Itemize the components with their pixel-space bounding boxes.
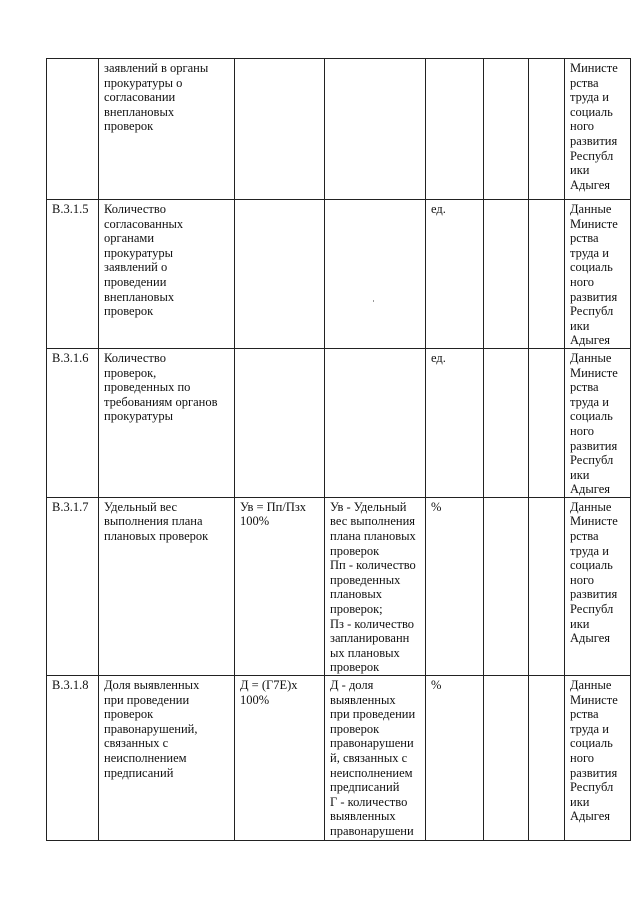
definitions-cell (325, 676, 426, 841)
source-cell (565, 59, 631, 200)
source-line: Адыгея (570, 809, 611, 824)
indicator-name-line: Количество (104, 350, 166, 365)
definition-line: проверок (330, 543, 380, 558)
formula-cell (235, 200, 325, 349)
indicator-name-line: Количество (104, 202, 166, 216)
indicator-name-line: внеплановых (104, 289, 175, 304)
source-line: Республ (570, 148, 614, 163)
indicator-code-cell (47, 59, 99, 200)
formula-cell (235, 59, 325, 200)
source-line: рства (570, 380, 599, 395)
definition-line: проверок; (330, 602, 383, 617)
indicator-name-line: требованиям органов (104, 394, 218, 409)
indicator-name-line: Доля выявленных (104, 678, 200, 692)
unit-cell (426, 497, 484, 675)
indicator-name-line: органами (104, 231, 155, 246)
table-row (47, 497, 631, 675)
table-row (47, 348, 631, 497)
source-line: Министе (570, 514, 618, 529)
indicator-code-cell (47, 676, 99, 841)
definition-line: й, связанных с (330, 750, 408, 765)
indicator-name-line: заявлений в органы (104, 61, 209, 75)
source-line: Адыгея (570, 631, 611, 646)
unit-label: ед. (431, 202, 446, 216)
indicator-code-cell (47, 348, 99, 497)
formula-cell (235, 676, 325, 841)
indicator-code-cell (47, 497, 99, 675)
source-line: развития (570, 289, 618, 304)
definition-line: плановых (330, 587, 382, 602)
definition-line: неисполнением (330, 765, 413, 780)
source-line: ики (570, 318, 590, 333)
indicator-name-line: проведении (104, 274, 167, 289)
source-line: Адыгея (570, 482, 611, 497)
source-line: ного (570, 572, 595, 587)
definition-line: Пз - количество (330, 616, 415, 631)
definition-line: Ув - Удельный (330, 499, 407, 514)
formula-line: 100% (240, 514, 270, 529)
indicator-name-line: согласованных (104, 216, 184, 231)
source-line: Министе (570, 692, 618, 707)
indicator-code: В.3.1.8 (52, 678, 89, 692)
empty-cell (484, 676, 529, 841)
source-line: Министе (570, 216, 618, 231)
indicator-name-line: неисполнением (104, 750, 187, 765)
indicator-name-line: прокуратуры (104, 245, 174, 260)
empty-cell (484, 59, 529, 200)
source-line: развития (570, 133, 618, 148)
indicator-name-line: выполнения плана (104, 514, 203, 529)
source-line: труда и (570, 245, 609, 260)
indicator-name-cell (99, 497, 235, 675)
source-cell (565, 676, 631, 841)
table-body (47, 59, 631, 841)
source-line: труда и (570, 543, 609, 558)
indicator-name-line: согласовании (104, 90, 176, 105)
indicator-name-line: правонарушений, (104, 721, 198, 736)
indicator-name-line: плановых проверок (104, 529, 209, 544)
source-line: Республ (570, 780, 614, 795)
empty-cell (484, 497, 529, 675)
definition-line: проведенных (330, 572, 401, 587)
definition-line: Пп - количество (330, 558, 416, 573)
formula-line: Ув = Пп/Пзх (240, 499, 307, 514)
source-line: Республ (570, 304, 614, 319)
source-line: Адыгея (570, 333, 611, 348)
source-line: рства (570, 231, 599, 246)
unit-label: % (431, 678, 442, 692)
definition-line: вес выполнения (330, 514, 416, 529)
source-line: социаль (570, 104, 613, 119)
empty-cell (529, 200, 565, 349)
definition-line: плана плановых (330, 529, 416, 544)
unit-cell (426, 200, 484, 349)
formula-line: Д = (Г7Е)х (240, 678, 298, 692)
source-cell (565, 497, 631, 675)
source-line: ного (570, 274, 595, 289)
empty-cell (529, 497, 565, 675)
source-line: рства (570, 75, 599, 90)
source-line: ики (570, 467, 590, 482)
formula-cell (235, 497, 325, 675)
indicator-code: В.3.1.5 (52, 202, 89, 216)
empty-cell (529, 348, 565, 497)
source-line: социаль (570, 409, 613, 424)
source-line: социаль (570, 558, 613, 573)
unit-label: ед. (431, 350, 446, 365)
source-cell (565, 200, 631, 349)
indicator-name-line: прокуратуры (104, 409, 174, 424)
indicator-name-line: проверок (104, 304, 154, 319)
source-line: Данные (570, 499, 612, 514)
source-line: социаль (570, 736, 613, 751)
indicator-name-line: прокуратуры о (104, 75, 183, 90)
source-line: Данные (570, 350, 612, 365)
definitions-cell (325, 348, 426, 497)
indicator-table (46, 58, 631, 841)
definition-line: правонарушени (330, 823, 414, 838)
indicator-name-cell (99, 348, 235, 497)
unit-label: % (431, 499, 442, 514)
source-cell (565, 348, 631, 497)
definition-line: выявленных (330, 692, 396, 707)
definition-line: предписаний (330, 780, 400, 795)
definition-line: ых плановых (330, 645, 400, 660)
indicator-name-line: проведенных по (104, 380, 191, 395)
source-line: ного (570, 119, 595, 134)
source-line: ного (570, 750, 595, 765)
source-line: социаль (570, 260, 613, 275)
empty-cell (484, 200, 529, 349)
source-line: Министе (570, 365, 618, 380)
source-line: развития (570, 765, 618, 780)
table-row (47, 676, 631, 841)
indicator-code: В.3.1.6 (52, 350, 89, 365)
source-line: Данные (570, 678, 612, 692)
empty-cell (484, 348, 529, 497)
table-row (47, 59, 631, 200)
source-line: ики (570, 616, 590, 631)
source-line: Министе (570, 61, 618, 75)
scan-speck (373, 300, 374, 302)
formula-line: 100% (240, 692, 270, 707)
source-line: Республ (570, 453, 614, 468)
definition-line: выявленных (330, 809, 396, 824)
indicator-name-cell (99, 200, 235, 349)
source-line: Адыгея (570, 177, 611, 192)
source-line: ики (570, 163, 590, 178)
definition-line: запланированн (330, 631, 410, 646)
indicator-name-line: предписаний (104, 765, 174, 780)
empty-cell (529, 676, 565, 841)
definition-line: Д - доля (330, 678, 374, 692)
source-line: развития (570, 438, 618, 453)
source-line: рства (570, 529, 599, 544)
indicator-name-line: внеплановых (104, 104, 175, 119)
indicator-code-cell (47, 200, 99, 349)
source-line: Республ (570, 602, 614, 617)
table-row (47, 200, 631, 349)
definition-line: при проведении (330, 707, 416, 722)
unit-cell (426, 348, 484, 497)
indicator-name-line: проверок, (104, 365, 157, 380)
definition-line: Г - количество (330, 794, 408, 809)
definition-line: проверок (330, 721, 380, 736)
indicator-name-line: связанных с (104, 736, 169, 751)
source-line: труда и (570, 90, 609, 105)
formula-cell (235, 348, 325, 497)
empty-cell (529, 59, 565, 200)
indicator-code: В.3.1.7 (52, 499, 89, 514)
indicator-name-line: проверок (104, 707, 154, 722)
source-line: труда и (570, 721, 609, 736)
definition-line: правонарушени (330, 736, 414, 751)
source-line: труда и (570, 394, 609, 409)
indicator-name-line: при проведении (104, 692, 190, 707)
indicator-name-line: проверок (104, 119, 154, 134)
source-line: рства (570, 707, 599, 722)
unit-cell (426, 59, 484, 200)
definitions-cell (325, 200, 426, 349)
indicator-name-cell (99, 676, 235, 841)
source-line: Данные (570, 202, 612, 216)
source-line: развития (570, 587, 618, 602)
definitions-cell (325, 497, 426, 675)
source-line: ики (570, 794, 590, 809)
definitions-cell (325, 59, 426, 200)
source-line: ного (570, 423, 595, 438)
indicator-name-cell (99, 59, 235, 200)
unit-cell (426, 676, 484, 841)
indicator-name-line: Удельный вес (104, 499, 178, 514)
definition-line: проверок (330, 660, 380, 675)
indicator-name-line: заявлений о (104, 260, 168, 275)
